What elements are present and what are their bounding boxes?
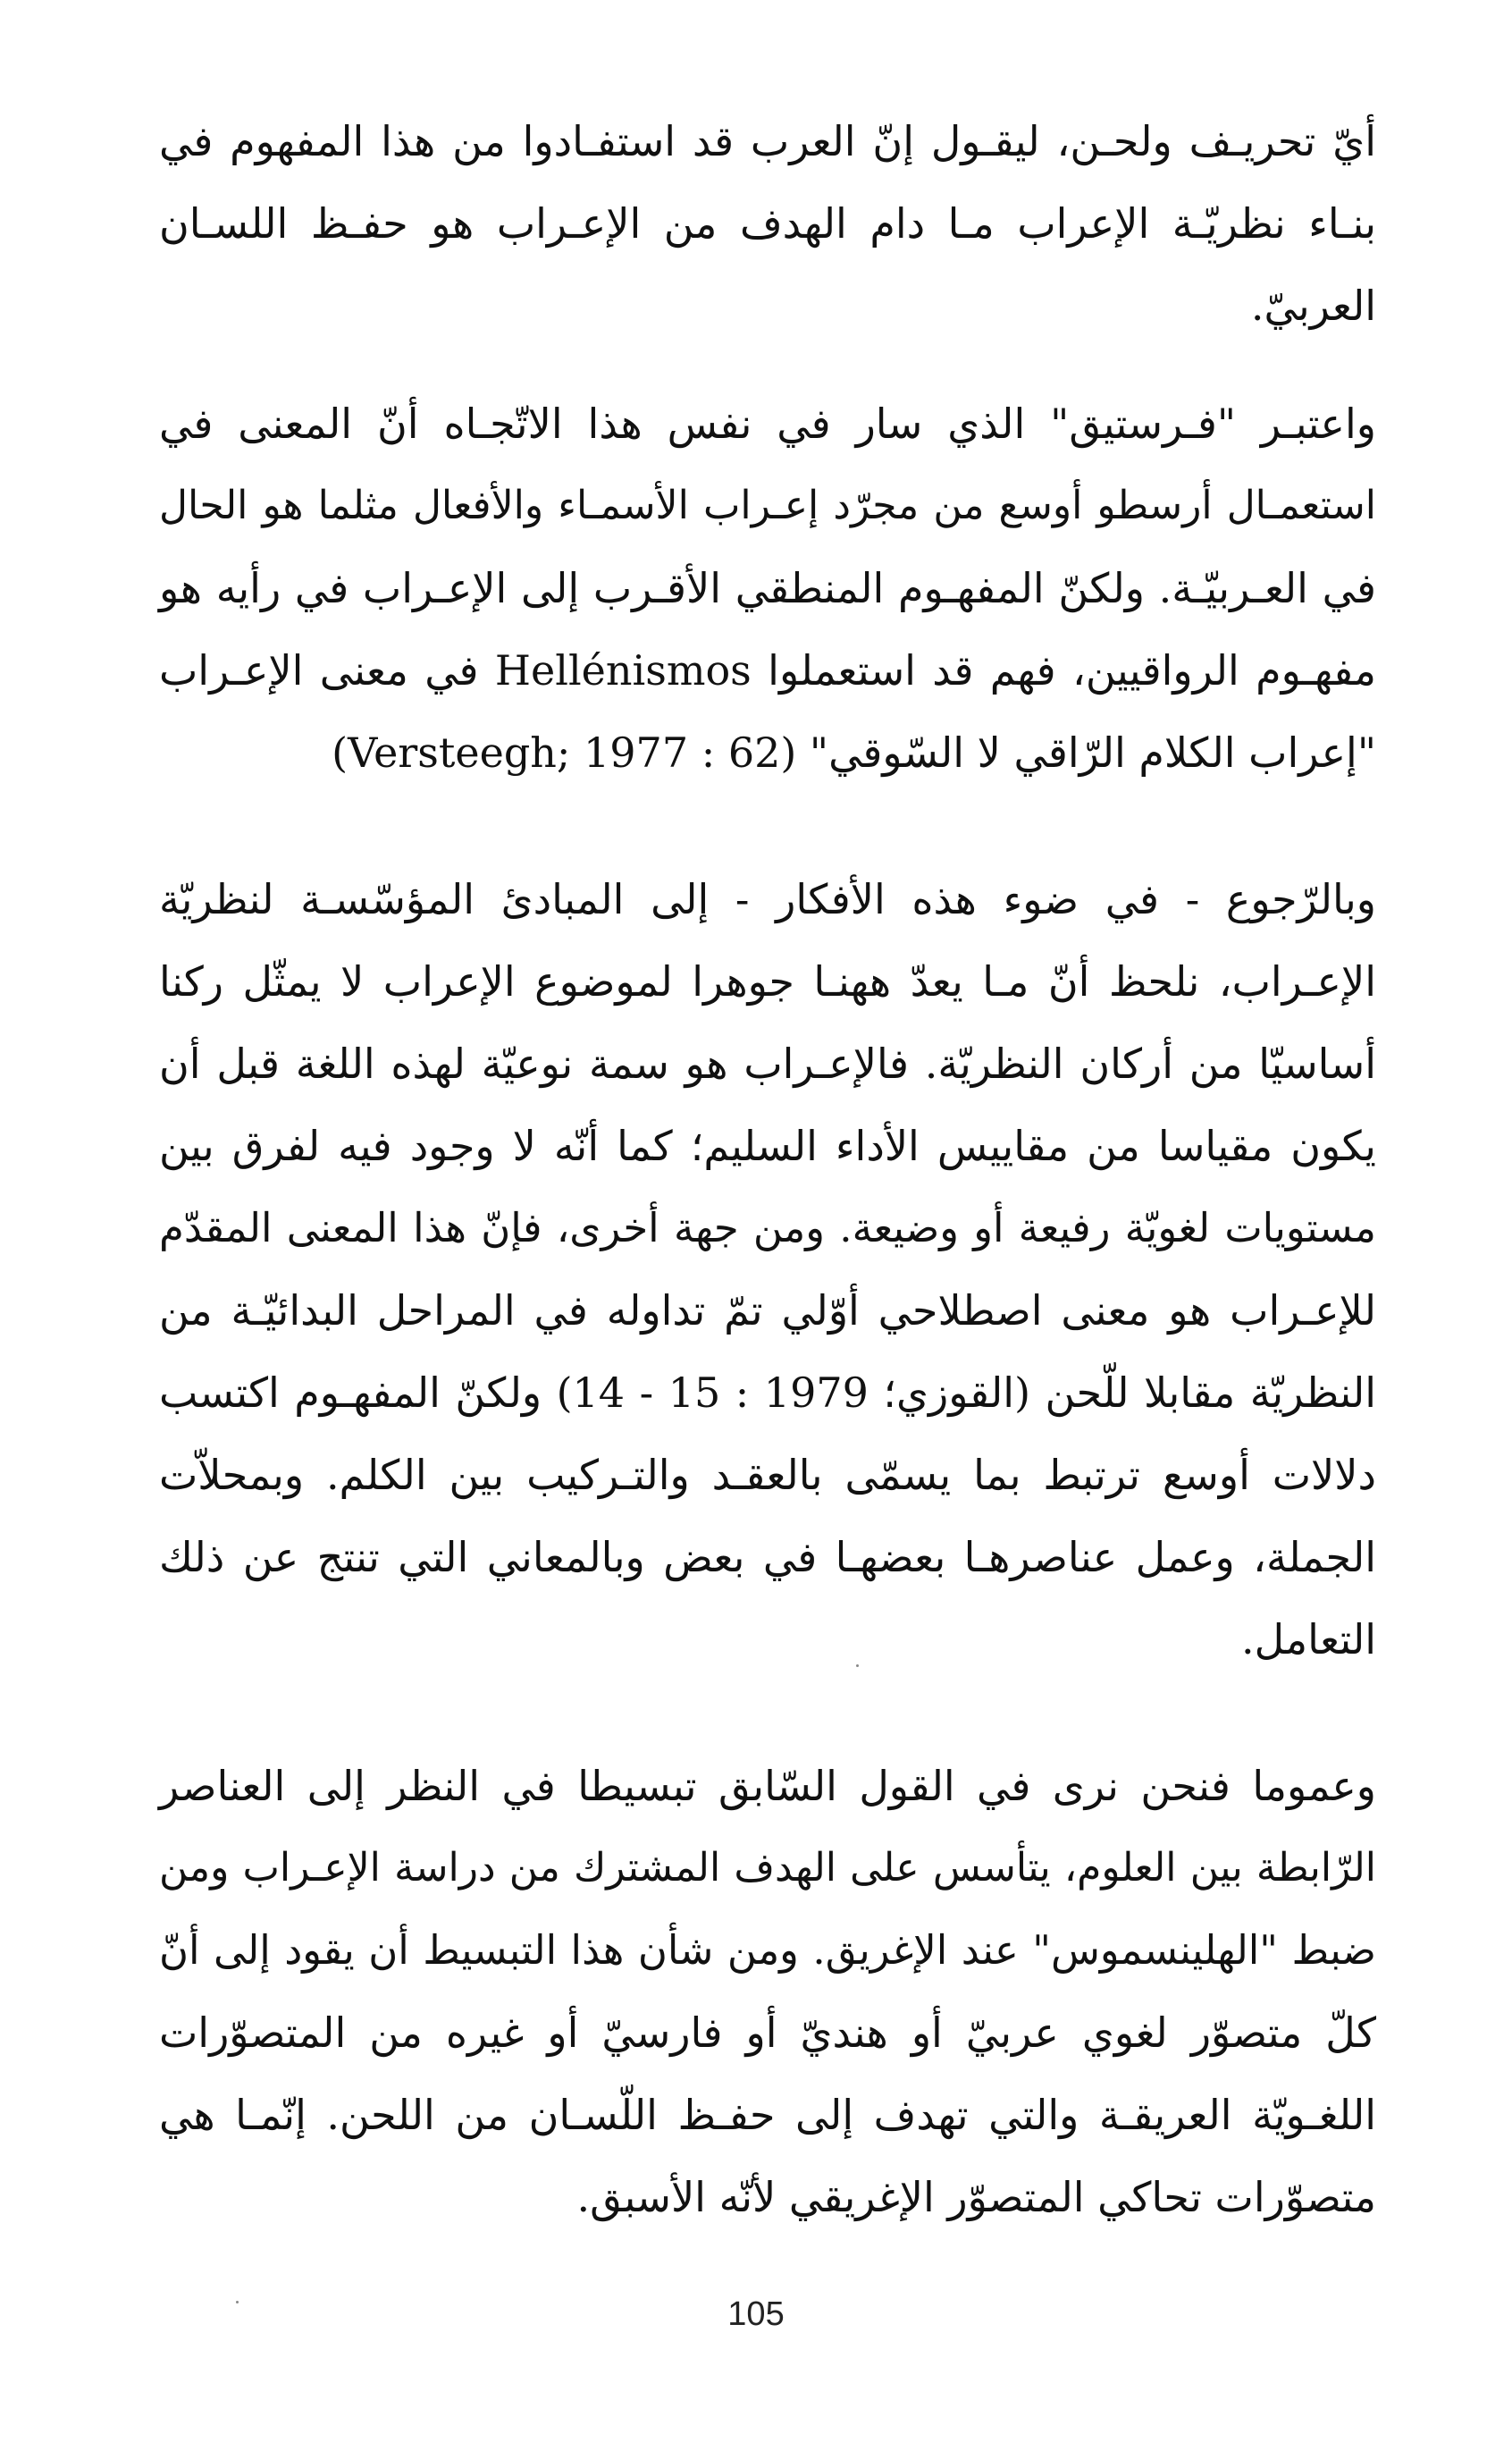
paragraph-3 [159,858,1376,1680]
scan-speck [856,1664,859,1667]
paragraph-line: "إعراب الكلام الرّاقي لا السّوقي" (Versteegh; 1977 : 62) [332,728,1376,777]
paragraph-line: التعامل. [1241,1615,1376,1663]
paragraph-line: للإعـراب هو معنى اصطلاحي أوّلي تمّ تداوله في المراحل البدائيّـة من [159,1286,1376,1335]
paragraph-line: مفهـوم الرواقيين، فهم قد استعملوا Hellénismos في معنى الإعـراب [159,646,1376,695]
paragraph-line: واعتبـر "فـرستيق" الذي سار في نفس هذا الاتّجـاه أنّ المعنى في [159,400,1376,448]
paragraph-line: أساسيّا من أركان النظريّة. فالإعـراب هو سمة نوعيّة لهذه اللغة قبل أن [159,1040,1376,1088]
paragraph-line: أيّ تحريـف ولحـن، ليقـول إنّ العرب قد استفـادوا من هذا المفهوم في [159,117,1376,165]
paragraph-line: الإعـراب، نلحظ أنّ مـا يعدّ ههنـا جوهرا لموضوع الإعراب لا يمثّل ركنا [159,957,1376,1006]
paragraph-line: كلّ متصوّر لغوي عربيّ أو هنديّ أو فارسيّ أو غيره من المتصوّرات [159,2008,1376,2057]
paragraph-line: مستويات لغويّة رفيعة أو وضيعة. ومن جهة أخرى، فإنّ هذا المعنى المقدّم [159,1204,1376,1251]
paragraph-line: العربيّ. [1250,282,1376,330]
paragraph-line: استعمـال أرسطو أوسع من مجرّد إعـراب الأسمـاء والأفعال مثلما هو الحال [159,483,1376,528]
paragraph-line: الجملة، وعمل عناصرهـا بعضهـا في بعض وبالمعاني التي تنتج عن ذلك [159,1533,1376,1581]
scan-speck [236,2301,239,2303]
paragraph-line: النظريّة مقابلا للّحن (القوزي؛ 1979 : 15 - 14) ولكنّ المفهـوم اكتسب [159,1368,1376,1417]
paragraph-2 [159,383,1376,794]
paragraph-line: في العـربيّـة. ولكنّ المفهـوم المنطقي الأقـرب إلى الإعـراب في رأيه هو [159,564,1376,612]
paragraph-line: الرّابطة بين العلوم، يتأسس على الهدف المشترك من دراسة الإعـراب ومن [159,1845,1376,1891]
paragraph-line: دلالات أوسع ترتبط بما يسمّى بالعقـد والتـركيب بين الكلم. وبمحلاّت [159,1451,1376,1499]
paragraph-line: يكون مقياسا من مقاييس الأداء السليم؛ كما أنّه لا وجود فيه لفرق بين [159,1122,1376,1170]
paragraph-line: ضبط "الهلينسموس" عند الإغريق. ومن شأن هذا التبسيط أن يقود إلى أنّ [159,1926,1376,1974]
paragraph-line: وعموما فنحن نرى في القول السّابق تبسيطا في النظر إلى العناصر [159,1762,1376,1810]
paragraph-line: اللغـويّة العريقـة والتي تهدف إلى حفـظ اللّسـان من اللحن. إنّمـا هي [159,2091,1376,2139]
paragraph-line: وبالرّجوع - في ضوء هذه الأفكار - إلى المبادئ المؤسّسـة لنظريّة [159,875,1376,923]
page-number: 105 [727,2295,785,2333]
paragraph-1 [159,100,1376,347]
paragraph-line: بنـاء نظريّـة الإعراب مـا دام الهدف من الإعـراب هو حفـظ اللسـان [159,199,1376,248]
paragraph-line: متصوّرات تحاكي المتصوّر الإغريقي لأنّه الأسبق. [576,2173,1376,2221]
paragraph-4 [159,1745,1376,2238]
